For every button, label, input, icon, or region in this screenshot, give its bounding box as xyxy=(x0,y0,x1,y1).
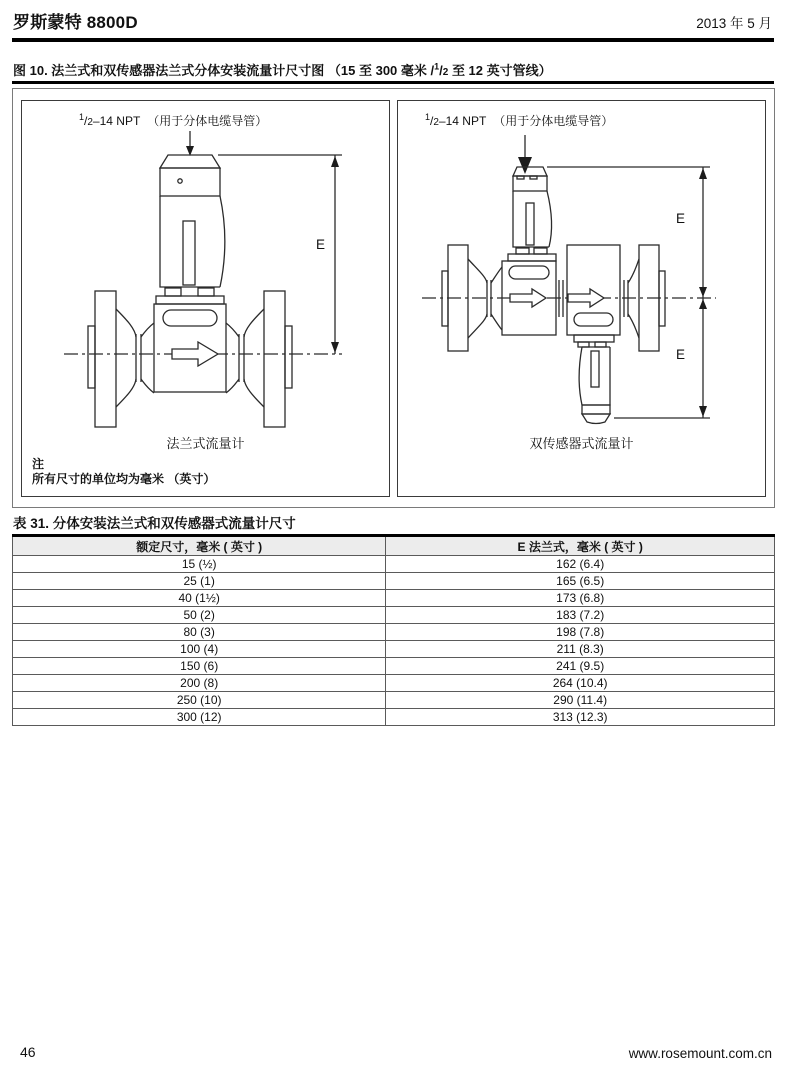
footer-url[interactable]: www.rosemount.com.cn xyxy=(628,1046,772,1061)
table-row xyxy=(13,624,775,641)
e-cell: 183 (7.2) xyxy=(386,607,775,624)
table-row xyxy=(13,590,775,607)
npt-frac-slash: / xyxy=(84,114,88,128)
flanged-meter-panel xyxy=(21,100,390,497)
note-title: 注 xyxy=(32,457,45,471)
right-flange xyxy=(226,291,292,427)
dimension-label-e-bottom: E xyxy=(676,347,686,362)
npt-thread-size: –14 NPT xyxy=(438,114,487,128)
figure-title-rule xyxy=(12,81,774,84)
inverted-sensor xyxy=(574,335,614,424)
size-cell: 15 (½) xyxy=(13,556,386,573)
dual-sensor-panel xyxy=(397,100,766,497)
fraction-denominator: 2 xyxy=(442,67,449,78)
dimension-label-e-top: E xyxy=(676,211,686,226)
e-cell: 313 (12.3) xyxy=(386,709,775,726)
fraction-slash: / xyxy=(439,63,443,78)
table-row xyxy=(13,641,775,658)
flanged-meter-drawing xyxy=(22,129,391,441)
npt-pointer-arrow xyxy=(518,135,532,174)
meter-body xyxy=(154,304,226,392)
e-cell: 211 (8.3) xyxy=(386,641,775,658)
size-cell: 40 (1½) xyxy=(13,590,386,607)
dual-sensor-caption: 双传感器式流量计 xyxy=(529,436,634,451)
units-note xyxy=(32,457,215,487)
size-cell: 50 (2) xyxy=(13,607,386,624)
npt-thread-label xyxy=(79,112,267,129)
figure-box xyxy=(12,88,775,508)
dimension-line-e xyxy=(218,155,342,354)
npt-pointer-arrow xyxy=(186,131,194,156)
figure-title-end: 至 12 英寸管线） xyxy=(448,63,552,78)
footer-page-number: 46 xyxy=(20,1044,36,1060)
table-header-row xyxy=(13,536,775,556)
npt-frac-den: 2 xyxy=(433,117,439,128)
table-row xyxy=(13,573,775,590)
e-cell: 290 (11.4) xyxy=(386,692,775,709)
npt-frac-slash: / xyxy=(430,114,434,128)
figure-title xyxy=(13,60,552,79)
flow-arrow-1 xyxy=(510,289,546,307)
dimension-label-e: E xyxy=(316,237,326,252)
dimensions-table xyxy=(12,534,775,726)
flanged-meter-caption: 法兰式流量计 xyxy=(166,436,245,451)
upper-transmitter-head xyxy=(508,167,556,261)
e-cell: 198 (7.8) xyxy=(386,624,775,641)
dimension-line-e-top xyxy=(547,167,710,298)
table-row xyxy=(13,607,775,624)
table-title: 表 31. 分体安装法兰式和双传感器式流量计尺寸 xyxy=(13,516,296,531)
table-row xyxy=(13,692,775,709)
left-flange xyxy=(88,291,154,427)
npt-thread-label xyxy=(425,112,613,129)
column-header-e: E 法兰式，毫米 ( 英寸 ) xyxy=(386,536,775,556)
npt-usage-note: （用于分体电缆导管） xyxy=(493,114,614,128)
column-header-size: 额定尺寸，毫米 ( 英寸 ) xyxy=(13,536,386,556)
e-cell: 264 (10.4) xyxy=(386,675,775,692)
e-cell: 241 (9.5) xyxy=(386,658,775,675)
table-row xyxy=(13,556,775,573)
dual-sensor-drawing xyxy=(398,129,767,441)
npt-thread-size: –14 NPT xyxy=(92,114,141,128)
size-cell: 250 (10) xyxy=(13,692,386,709)
e-cell: 162 (6.4) xyxy=(386,556,775,573)
size-cell: 25 (1) xyxy=(13,573,386,590)
npt-frac-num: 1 xyxy=(79,112,85,122)
header-product-title: 罗斯蒙特 8800D xyxy=(13,13,138,32)
flow-arrow xyxy=(172,342,218,366)
flow-arrow-2 xyxy=(568,289,604,307)
table-row xyxy=(13,658,775,675)
e-cell: 165 (6.5) xyxy=(386,573,775,590)
size-cell: 300 (12) xyxy=(13,709,386,726)
table-row xyxy=(13,709,775,726)
npt-frac-den: 2 xyxy=(87,117,93,128)
second-meter-body xyxy=(567,245,620,335)
npt-usage-note: （用于分体电缆导管） xyxy=(147,114,268,128)
size-cell: 150 (6) xyxy=(13,658,386,675)
transmitter-head xyxy=(156,155,225,304)
size-cell: 200 (8) xyxy=(13,675,386,692)
header-date: 2013 年 5 月 xyxy=(696,16,772,31)
table-row xyxy=(13,675,775,692)
note-body: 所有尺寸的单位均为毫米 （英寸） xyxy=(32,472,216,486)
figure-title-start: 图 10. 法兰式和双传感器法兰式分体安装流量计尺寸图 （15 至 300 毫米 / xyxy=(13,63,435,78)
size-cell: 80 (3) xyxy=(13,624,386,641)
fraction-numerator: 1 xyxy=(434,61,440,72)
npt-frac-num: 1 xyxy=(425,112,431,122)
header-rule xyxy=(12,38,774,42)
e-cell: 173 (6.8) xyxy=(386,590,775,607)
size-cell: 100 (4) xyxy=(13,641,386,658)
